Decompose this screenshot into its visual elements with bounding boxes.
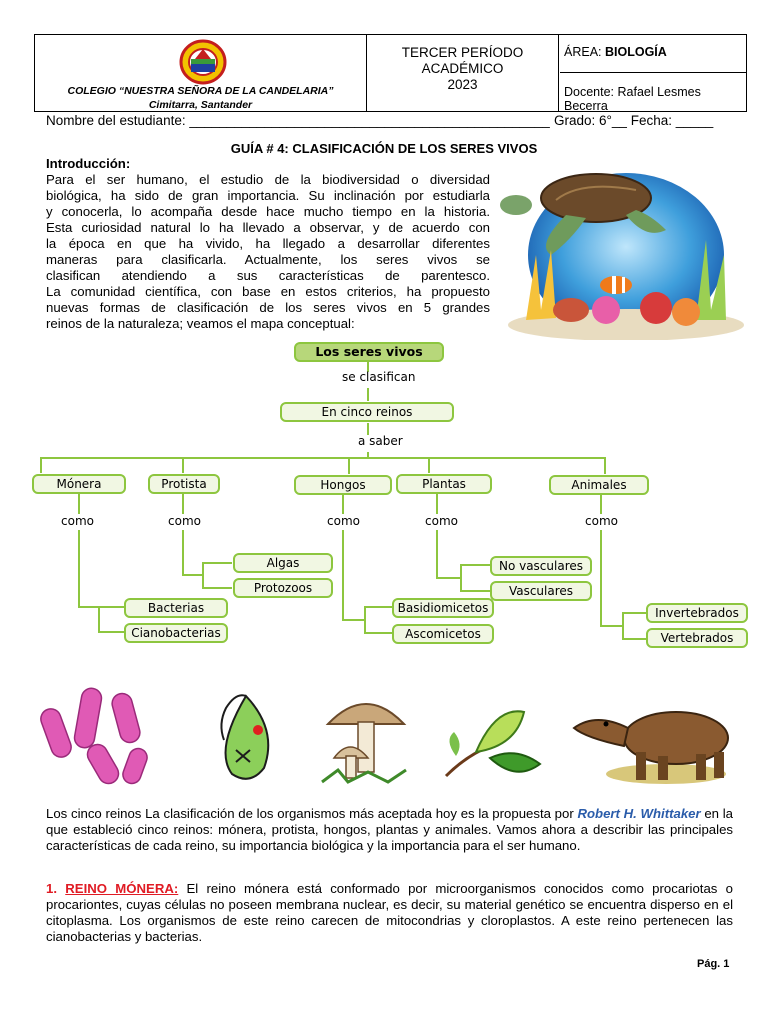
- map-connector: [98, 606, 124, 608]
- map-connector: [202, 562, 204, 588]
- area-value: BIOLOGÍA: [605, 45, 667, 59]
- map-connector: [182, 574, 204, 576]
- map-vasculares: Vasculares: [490, 581, 592, 601]
- intro-line: maneras para clasificarla. Actualmente, los seres vivos se: [46, 252, 490, 267]
- map-connector: [40, 457, 606, 459]
- map-algas: Algas: [233, 553, 333, 573]
- period-line1: TERCER PERÍODO: [401, 45, 524, 60]
- map-invertebrados: Invertebrados: [646, 603, 748, 623]
- map-connector: [342, 530, 344, 620]
- map-cianobacterias: Cianobacterias: [124, 623, 228, 643]
- page-number: Pág. 1: [697, 958, 730, 970]
- map-connector: [182, 530, 184, 575]
- school-name: COLEGIO “NUESTRA SEÑORA DE LA CANDELARIA”: [67, 85, 334, 97]
- map-ascomicetos: Ascomicetos: [392, 624, 494, 644]
- map-connector: [436, 494, 438, 514]
- paragraph-text-before: Los cinco reinos La clasificación de los organismos más aceptada hoy es la propuesta por: [46, 806, 578, 821]
- author-name: Robert H. Whittaker: [577, 806, 701, 821]
- map-kingdom-plantas: Plantas: [396, 474, 492, 494]
- section-number: 1.: [46, 881, 66, 896]
- map-connector: [40, 457, 42, 473]
- map-level1: En cinco reinos: [280, 402, 454, 422]
- intro-line: y conocerla, lo acompaña desde hace mucho tiempo en la historia.: [46, 204, 490, 219]
- reino-monera-section: [46, 881, 733, 945]
- biodiversity-illustration: [496, 160, 756, 340]
- map-bacterias: Bacterias: [124, 598, 228, 618]
- map-connector: [460, 590, 490, 592]
- map-como: como: [425, 514, 458, 528]
- intro-line: la época en que ha vivido, ha llegado a desarrollar diferentes: [46, 236, 490, 251]
- map-link-saber: a saber: [358, 434, 403, 448]
- map-connector: [342, 619, 366, 621]
- map-connector: [460, 564, 490, 566]
- map-como: como: [585, 514, 618, 528]
- school-city: Cimitarra, Santander: [148, 99, 253, 111]
- map-como: como: [61, 514, 94, 528]
- section-text: El reino mónera está conformado por microorganismos conocidos como procariotas o procariontes, cuyas células no poseen membrana nuclear, es decir, su material genético se encuentra disperso en el citoplasma. Los organismos de este reino carecen de mitocondrias y cloroplastos. A este reino pertenecen las cianobacterias y bacterias.: [46, 881, 733, 944]
- map-connector: [78, 606, 100, 608]
- intro-line: Esta curiosidad natural lo ha llevado a observar, y de acuerdo con: [46, 220, 490, 235]
- map-connector: [436, 577, 462, 579]
- map-connector: [78, 530, 80, 607]
- grade-date-line: Grado: 6°__ Fecha: _____: [554, 113, 714, 128]
- tapir-illustration: [566, 694, 742, 790]
- map-connector: [428, 457, 430, 473]
- page-title: GUÍA # 4: CLASIFICACIÓN DE LOS SERES VIVOS: [230, 141, 538, 156]
- header-table: [34, 34, 747, 112]
- map-connector: [98, 631, 124, 633]
- map-connector: [604, 457, 606, 474]
- map-connector: [364, 606, 392, 608]
- intro-line: nuevas formas de clasificación de los seres vivos en 5 grandes: [46, 300, 490, 315]
- intro-line: clasifican atendiendo a sus características de parentesco.: [46, 268, 490, 283]
- area-cell: [560, 35, 746, 73]
- period-line2: ACADÉMICO: [421, 61, 504, 76]
- school-cell: [35, 35, 367, 111]
- protist-illustration: [206, 690, 286, 790]
- paragraph-text-after: en la que estableció cinco reinos: mónera, protista, hongos, plantas y animales. Vamos ahora a describir las principales características de cada reino, su importancia biológica y la importancia para el ser humano.: [46, 806, 733, 853]
- bacteria-illustration: [38, 678, 158, 793]
- intro-line: La comunidad científica, con base en estos criterios, ha propuesto: [46, 284, 490, 299]
- intro-section: [46, 156, 490, 332]
- school-logo: [173, 39, 233, 85]
- map-connector: [436, 530, 438, 578]
- intro-line: reinos de la naturaleza; veamos el mapa conceptual:: [46, 316, 355, 331]
- map-como: como: [168, 514, 201, 528]
- map-connector: [182, 494, 184, 514]
- map-connector: [182, 457, 184, 473]
- map-root: Los seres vivos: [294, 342, 444, 362]
- map-connector: [600, 530, 602, 626]
- plant-illustration: [436, 706, 544, 786]
- map-kingdom-hongos: Hongos: [294, 475, 392, 495]
- map-connector: [202, 587, 232, 589]
- map-kingdom-protista: Protista: [148, 474, 220, 494]
- map-connector: [364, 606, 366, 633]
- map-vertebrados: Vertebrados: [646, 628, 748, 648]
- section-heading: REINO MÓNERA:: [65, 881, 179, 896]
- whittaker-paragraph: [46, 806, 733, 854]
- map-connector: [460, 564, 462, 591]
- map-connector: [78, 494, 80, 514]
- map-connector: [342, 495, 344, 514]
- map-connector: [600, 495, 602, 514]
- area-label: ÁREA:: [564, 45, 602, 59]
- map-connector: [622, 612, 646, 614]
- map-connector: [622, 612, 624, 639]
- intro-heading: Introducción:: [46, 156, 131, 171]
- period-year: 2023: [447, 77, 478, 92]
- map-link-clasifican: se clasifican: [342, 370, 416, 384]
- map-connector: [202, 562, 232, 564]
- map-no-vasculares: No vasculares: [490, 556, 592, 576]
- map-como: como: [327, 514, 360, 528]
- period-cell: [367, 35, 559, 111]
- mushroom-illustration: [318, 688, 414, 788]
- map-connector: [364, 632, 392, 634]
- student-name-line: Nombre del estudiante: ________________________________________________: [46, 113, 550, 128]
- teacher-cell: Docente: Rafael Lesmes Becerra: [564, 85, 701, 113]
- map-connector: [348, 457, 350, 474]
- map-kingdom-animales: Animales: [549, 475, 649, 495]
- map-protozoos: Protozoos: [233, 578, 333, 598]
- intro-line: biológica, ha sido de gran importancia. Su inclinación por estudiarla: [46, 188, 490, 203]
- map-basidiomicetos: Basidiomicetos: [392, 598, 494, 618]
- map-connector: [367, 388, 369, 401]
- map-kingdom-monera: Mónera: [32, 474, 126, 494]
- intro-line: Para el ser humano, el estudio de la biodiversidad o diversidad: [46, 172, 490, 187]
- map-connector: [600, 625, 624, 627]
- map-connector: [622, 638, 646, 640]
- map-connector: [98, 606, 100, 632]
